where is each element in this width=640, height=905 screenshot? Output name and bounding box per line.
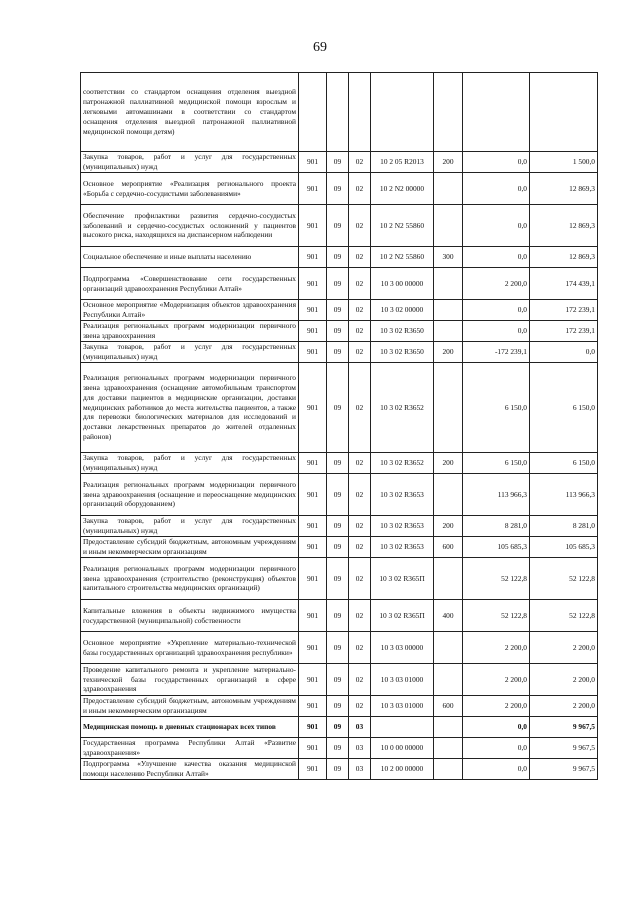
row-name: Реализация региональных программ модернизации первичного звена здравоохранения (строительство (реконструкция) объектов капитального строительства медицинских организаций) bbox=[81, 558, 299, 600]
row-ministry-code: 901 bbox=[299, 173, 327, 205]
row-subsection-code: 02 bbox=[349, 600, 371, 632]
row-expense-type: 600 bbox=[434, 537, 463, 558]
row-expense-type bbox=[434, 363, 463, 453]
row-total-amount: 105 685,3 bbox=[530, 537, 598, 558]
row-name: Проведение капитального ремонта и укрепление материально-технической базы государственных организаций в сфере здравоохранения bbox=[81, 664, 299, 696]
row-ministry-code: 901 bbox=[299, 152, 327, 173]
row-name: Капитальные вложения в объекты недвижимого имущества государственной (муниципальной) собственности bbox=[81, 600, 299, 632]
row-subsection-code: 02 bbox=[349, 363, 371, 453]
row-expense-type: 200 bbox=[434, 342, 463, 363]
row-total-amount: 0,0 bbox=[530, 342, 598, 363]
row-expense-type: 600 bbox=[434, 696, 463, 717]
row-total-amount: 1 500,0 bbox=[530, 152, 598, 173]
row-change-amount: 0,0 bbox=[463, 717, 530, 738]
row-target-code: 10 3 00 00000 bbox=[371, 268, 434, 300]
row-section-code: 09 bbox=[327, 717, 349, 738]
row-ministry-code: 901 bbox=[299, 453, 327, 474]
row-total-amount: 6 150,0 bbox=[530, 363, 598, 453]
row-subsection-code: 02 bbox=[349, 696, 371, 717]
row-section-code: 09 bbox=[327, 321, 349, 342]
row-section-code: 09 bbox=[327, 474, 349, 516]
table-row bbox=[81, 173, 598, 205]
row-total-amount: 174 439,1 bbox=[530, 268, 598, 300]
row-ministry-code: 901 bbox=[299, 516, 327, 537]
row-target-code: 10 3 02 R3650 bbox=[371, 342, 434, 363]
row-total-amount: 9 967,5 bbox=[530, 759, 598, 780]
row-change-amount: -172 239,1 bbox=[463, 342, 530, 363]
row-total-amount: 6 150,0 bbox=[530, 453, 598, 474]
row-section-code: 09 bbox=[327, 152, 349, 173]
row-name: Подпрограмма «Совершенствование сети государственных организаций здравоохранения Республики Алтай» bbox=[81, 268, 299, 300]
row-target-code bbox=[371, 717, 434, 738]
row-name: Реализация региональных программ модернизации первичного звена здравоохранения (оснащение и переоснащение медицинских организаций оборудованием) bbox=[81, 474, 299, 516]
table-row bbox=[81, 152, 598, 173]
row-expense-type bbox=[434, 717, 463, 738]
table-row bbox=[81, 632, 598, 664]
row-name: Закупка товаров, работ и услуг для государственных (муниципальных) нужд bbox=[81, 516, 299, 537]
row-section-code: 09 bbox=[327, 300, 349, 321]
row-ministry-code: 901 bbox=[299, 600, 327, 632]
row-section-code: 09 bbox=[327, 632, 349, 664]
row-expense-type: 200 bbox=[434, 152, 463, 173]
row-section-code: 09 bbox=[327, 600, 349, 632]
row-section-code: 09 bbox=[327, 268, 349, 300]
row-change-amount: 113 966,3 bbox=[463, 474, 530, 516]
row-total-amount: 113 966,3 bbox=[530, 474, 598, 516]
row-section-code: 09 bbox=[327, 738, 349, 759]
row-ministry-code: 901 bbox=[299, 474, 327, 516]
row-target-code: 10 3 03 00000 bbox=[371, 632, 434, 664]
row-expense-type bbox=[434, 268, 463, 300]
table-row bbox=[81, 474, 598, 516]
row-expense-type bbox=[434, 173, 463, 205]
row-section-code: 09 bbox=[327, 664, 349, 696]
row-total-amount: 52 122,8 bbox=[530, 600, 598, 632]
row-target-code bbox=[371, 73, 434, 152]
row-target-code: 10 2 05 R2013 bbox=[371, 152, 434, 173]
table-row bbox=[81, 759, 598, 780]
row-total-amount: 2 200,0 bbox=[530, 664, 598, 696]
row-target-code: 10 3 03 01000 bbox=[371, 696, 434, 717]
row-name: Закупка товаров, работ и услуг для государственных (муниципальных) нужд bbox=[81, 152, 299, 173]
row-subsection-code: 03 bbox=[349, 738, 371, 759]
row-subsection-code: 02 bbox=[349, 558, 371, 600]
row-change-amount: 0,0 bbox=[463, 173, 530, 205]
row-change-amount: 6 150,0 bbox=[463, 453, 530, 474]
row-subsection-code: 02 bbox=[349, 268, 371, 300]
row-section-code: 09 bbox=[327, 173, 349, 205]
row-name: Подпрограмма «Улучшение качества оказания медицинской помощи населению Республики Алтай» bbox=[81, 759, 299, 780]
row-ministry-code: 901 bbox=[299, 247, 327, 268]
row-section-code: 09 bbox=[327, 759, 349, 780]
row-ministry-code: 901 bbox=[299, 537, 327, 558]
row-section-code bbox=[327, 73, 349, 152]
row-name: Предоставление субсидий бюджетным, автономным учреждениям и иным некоммерческим организациям bbox=[81, 696, 299, 717]
row-ministry-code: 901 bbox=[299, 717, 327, 738]
row-expense-type: 300 bbox=[434, 247, 463, 268]
row-name: Закупка товаров, работ и услуг для государственных (муниципальных) нужд bbox=[81, 453, 299, 474]
row-expense-type bbox=[434, 738, 463, 759]
row-name: Реализация региональных программ модернизации первичного звена здравоохранения (оснащение автомобильным транспортом для доставки пациентов в медицинские организации, доставки медицинских работников до места жительства пациентов, а также для перевозки биологических материалов для исследований и доставки лекарственных препаратов до жителей отдаленных районов) bbox=[81, 363, 299, 453]
row-expense-type: 200 bbox=[434, 516, 463, 537]
row-total-amount: 9 967,5 bbox=[530, 717, 598, 738]
row-section-code: 09 bbox=[327, 516, 349, 537]
row-expense-type bbox=[434, 300, 463, 321]
row-total-amount: 2 200,0 bbox=[530, 632, 598, 664]
row-name: соответствии со стандартом оснащения отделения выездной патронажной паллиативной медицинской помощи взрослым и легковыми автомашинами в соответствии со стандартом оснащения отделения выездной патронажной паллиативной медицинской помощи детям) bbox=[81, 73, 299, 152]
row-subsection-code: 02 bbox=[349, 516, 371, 537]
row-section-code: 09 bbox=[327, 453, 349, 474]
row-change-amount: 2 200,0 bbox=[463, 268, 530, 300]
row-subsection-code: 02 bbox=[349, 173, 371, 205]
row-change-amount: 8 281,0 bbox=[463, 516, 530, 537]
row-subsection-code bbox=[349, 73, 371, 152]
row-target-code: 10 0 00 00000 bbox=[371, 738, 434, 759]
row-total-amount: 52 122,8 bbox=[530, 558, 598, 600]
row-expense-type bbox=[434, 664, 463, 696]
table-row bbox=[81, 717, 598, 738]
row-expense-type: 400 bbox=[434, 600, 463, 632]
row-subsection-code: 03 bbox=[349, 717, 371, 738]
row-name: Реализация региональных программ модернизации первичного звена здравоохранения bbox=[81, 321, 299, 342]
row-section-code: 09 bbox=[327, 342, 349, 363]
row-expense-type bbox=[434, 205, 463, 247]
row-ministry-code: 901 bbox=[299, 205, 327, 247]
row-section-code: 09 bbox=[327, 205, 349, 247]
table-row bbox=[81, 600, 598, 632]
table-row bbox=[81, 738, 598, 759]
row-section-code: 09 bbox=[327, 558, 349, 600]
table-row bbox=[81, 321, 598, 342]
row-change-amount: 6 150,0 bbox=[463, 363, 530, 453]
row-subsection-code: 02 bbox=[349, 453, 371, 474]
row-total-amount: 12 869,3 bbox=[530, 205, 598, 247]
row-target-code: 10 3 02 R365П bbox=[371, 558, 434, 600]
row-section-code: 09 bbox=[327, 537, 349, 558]
row-name: Медицинская помощь в дневных стационарах всех типов bbox=[81, 717, 299, 738]
row-change-amount: 52 122,8 bbox=[463, 558, 530, 600]
row-subsection-code: 02 bbox=[349, 664, 371, 696]
row-name: Государственная программа Республики Алтай «Развитие здравоохранения» bbox=[81, 738, 299, 759]
row-ministry-code: 901 bbox=[299, 321, 327, 342]
table-row bbox=[81, 363, 598, 453]
row-ministry-code: 901 bbox=[299, 558, 327, 600]
row-change-amount: 0,0 bbox=[463, 247, 530, 268]
row-change-amount: 0,0 bbox=[463, 152, 530, 173]
table-row bbox=[81, 247, 598, 268]
row-target-code: 10 2 N2 55860 bbox=[371, 205, 434, 247]
table-row bbox=[81, 268, 598, 300]
row-expense-type bbox=[434, 558, 463, 600]
row-change-amount: 2 200,0 bbox=[463, 632, 530, 664]
row-subsection-code: 02 bbox=[349, 474, 371, 516]
row-subsection-code: 02 bbox=[349, 205, 371, 247]
row-change-amount: 52 122,8 bbox=[463, 600, 530, 632]
row-target-code: 10 3 02 R3652 bbox=[371, 453, 434, 474]
row-change-amount: 0,0 bbox=[463, 759, 530, 780]
row-subsection-code: 02 bbox=[349, 152, 371, 173]
row-name: Основное мероприятие «Укрепление материально-технической базы государственных организаций здравоохранения республики» bbox=[81, 632, 299, 664]
row-ministry-code: 901 bbox=[299, 759, 327, 780]
page-number: 69 bbox=[313, 40, 327, 55]
row-expense-type bbox=[434, 759, 463, 780]
row-subsection-code: 02 bbox=[349, 247, 371, 268]
table-row bbox=[81, 342, 598, 363]
row-ministry-code: 901 bbox=[299, 696, 327, 717]
table-row bbox=[81, 453, 598, 474]
table-row bbox=[81, 696, 598, 717]
row-section-code: 09 bbox=[327, 247, 349, 268]
budget-table bbox=[80, 72, 598, 780]
row-name: Обеспечение профилактики развития сердечно-сосудистых заболеваний и сердечно-сосудистых осложнений у пациентов высокого риска, находящихся на диспансерном наблюдении bbox=[81, 205, 299, 247]
row-subsection-code: 02 bbox=[349, 537, 371, 558]
row-target-code: 10 3 02 R3652 bbox=[371, 363, 434, 453]
row-ministry-code: 901 bbox=[299, 664, 327, 696]
row-total-amount: 172 239,1 bbox=[530, 321, 598, 342]
row-target-code: 10 2 N2 00000 bbox=[371, 173, 434, 205]
row-target-code: 10 3 02 R3653 bbox=[371, 516, 434, 537]
row-change-amount: 2 200,0 bbox=[463, 664, 530, 696]
row-change-amount: 2 200,0 bbox=[463, 696, 530, 717]
row-change-amount bbox=[463, 73, 530, 152]
row-name: Основное мероприятие «Модернизация объектов здравоохранения Республики Алтай» bbox=[81, 300, 299, 321]
row-ministry-code: 901 bbox=[299, 300, 327, 321]
row-total-amount: 2 200,0 bbox=[530, 696, 598, 717]
row-total-amount bbox=[530, 73, 598, 152]
row-target-code: 10 3 02 R365П bbox=[371, 600, 434, 632]
row-expense-type: 200 bbox=[434, 453, 463, 474]
row-ministry-code: 901 bbox=[299, 738, 327, 759]
table-row bbox=[81, 516, 598, 537]
row-total-amount: 12 869,3 bbox=[530, 247, 598, 268]
table-row bbox=[81, 558, 598, 600]
row-name: Основное мероприятие «Реализация регионального проекта «Борьба с сердечно-сосудистыми заболеваниями» bbox=[81, 173, 299, 205]
row-total-amount: 172 239,1 bbox=[530, 300, 598, 321]
row-total-amount: 9 967,5 bbox=[530, 738, 598, 759]
row-ministry-code: 901 bbox=[299, 363, 327, 453]
row-change-amount: 0,0 bbox=[463, 321, 530, 342]
row-target-code: 10 3 02 R3653 bbox=[371, 474, 434, 516]
row-expense-type bbox=[434, 632, 463, 664]
row-section-code: 09 bbox=[327, 363, 349, 453]
row-name: Предоставление субсидий бюджетным, автономным учреждениям и иным некоммерческим организациям bbox=[81, 537, 299, 558]
row-target-code: 10 3 03 01000 bbox=[371, 664, 434, 696]
row-ministry-code: 901 bbox=[299, 342, 327, 363]
row-subsection-code: 02 bbox=[349, 300, 371, 321]
row-target-code: 10 3 02 R3650 bbox=[371, 321, 434, 342]
row-subsection-code: 02 bbox=[349, 342, 371, 363]
row-ministry-code: 901 bbox=[299, 632, 327, 664]
row-target-code: 10 3 02 R3653 bbox=[371, 537, 434, 558]
row-change-amount: 0,0 bbox=[463, 738, 530, 759]
table-row bbox=[81, 537, 598, 558]
row-name: Социальное обеспечение и иные выплаты населению bbox=[81, 247, 299, 268]
row-total-amount: 8 281,0 bbox=[530, 516, 598, 537]
row-target-code: 10 2 N2 55860 bbox=[371, 247, 434, 268]
table-row bbox=[81, 664, 598, 696]
table-row bbox=[81, 205, 598, 247]
row-name: Закупка товаров, работ и услуг для государственных (муниципальных) нужд bbox=[81, 342, 299, 363]
row-expense-type bbox=[434, 73, 463, 152]
row-expense-type bbox=[434, 474, 463, 516]
row-change-amount: 0,0 bbox=[463, 205, 530, 247]
row-change-amount: 0,0 bbox=[463, 300, 530, 321]
row-ministry-code: 901 bbox=[299, 268, 327, 300]
row-subsection-code: 02 bbox=[349, 632, 371, 664]
row-target-code: 10 2 00 00000 bbox=[371, 759, 434, 780]
table-row bbox=[81, 300, 598, 321]
row-expense-type bbox=[434, 321, 463, 342]
row-ministry-code bbox=[299, 73, 327, 152]
row-subsection-code: 03 bbox=[349, 759, 371, 780]
row-change-amount: 105 685,3 bbox=[463, 537, 530, 558]
row-target-code: 10 3 02 00000 bbox=[371, 300, 434, 321]
row-total-amount: 12 869,3 bbox=[530, 173, 598, 205]
row-subsection-code: 02 bbox=[349, 321, 371, 342]
table-row bbox=[81, 73, 598, 152]
row-section-code: 09 bbox=[327, 696, 349, 717]
